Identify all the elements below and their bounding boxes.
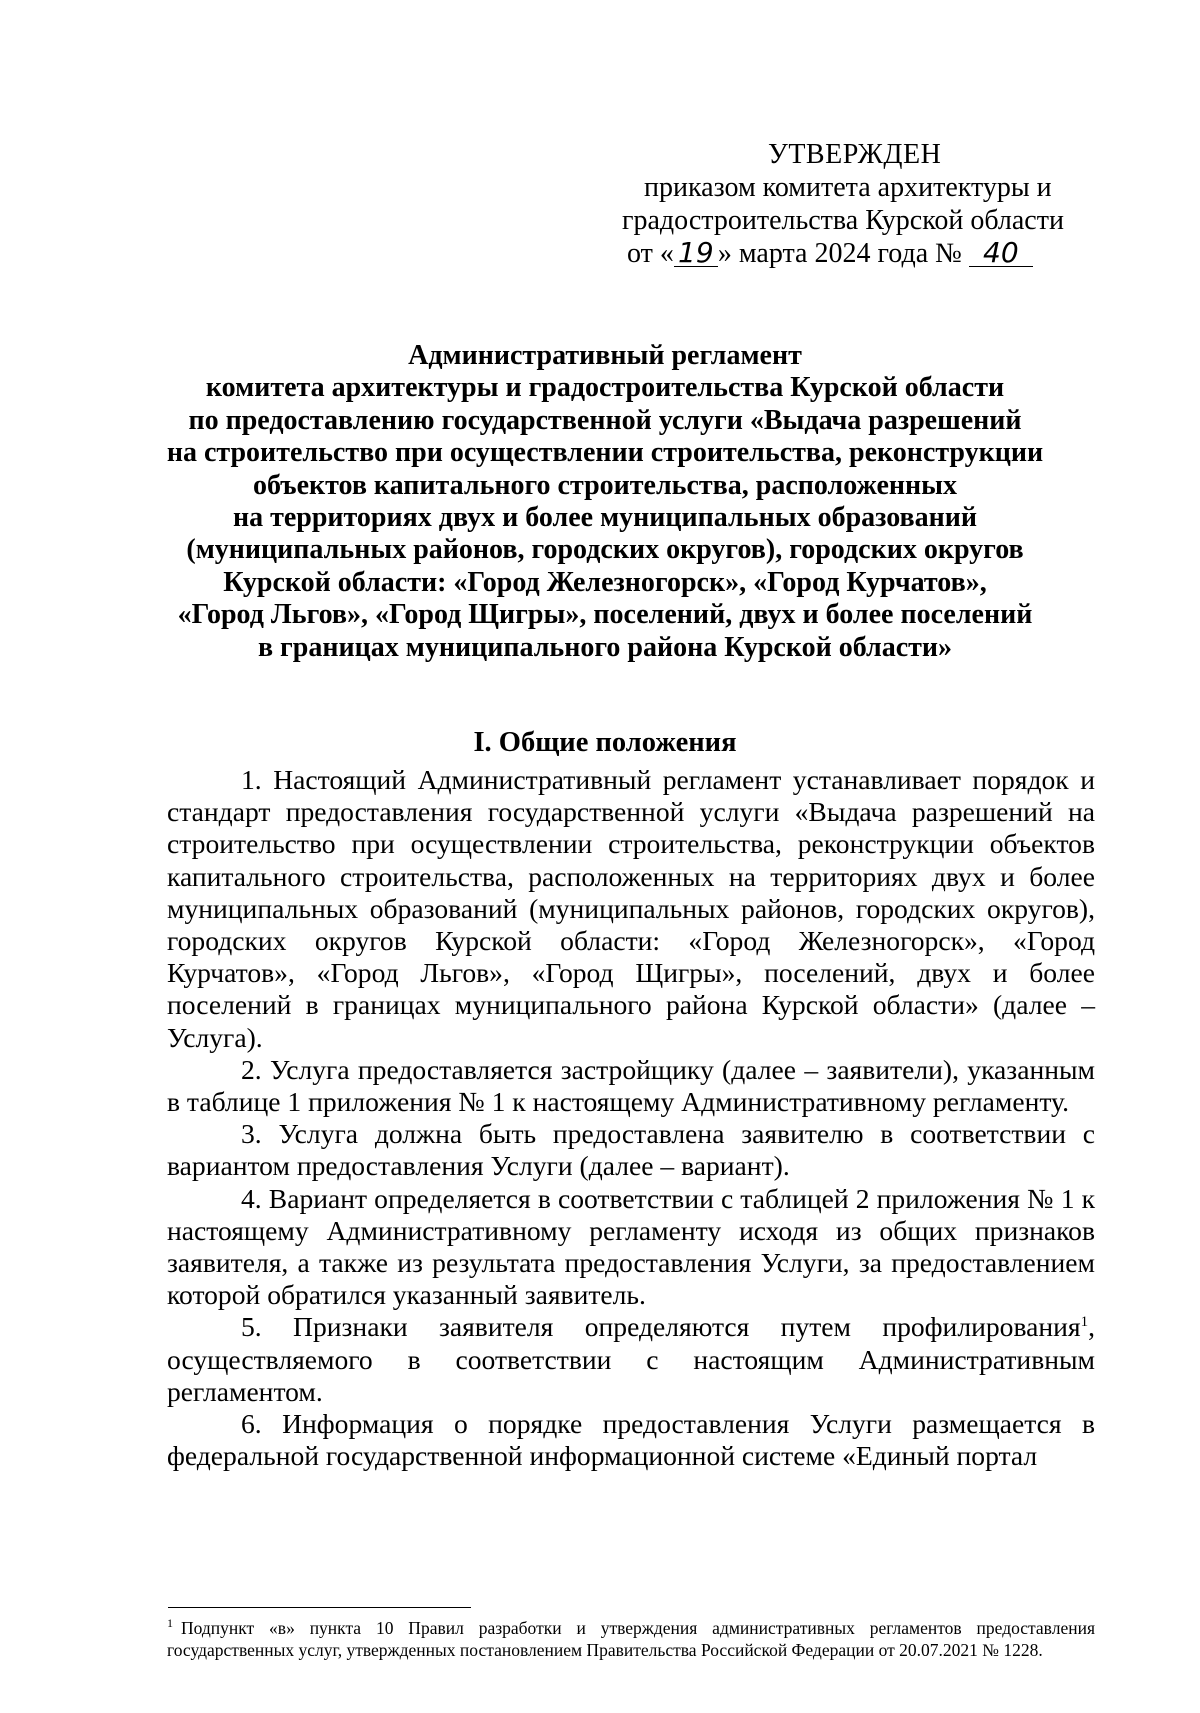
approval-block: [600, 138, 1100, 270]
approval-order-line: приказом комитета архитектуры и: [644, 172, 1052, 203]
title-line: Административный регламент: [408, 340, 802, 371]
approval-committee-line: градостроительства Курской области: [622, 205, 1064, 236]
document-body: [167, 764, 1095, 1472]
title-line: объектов капитального строительства, расположенных: [252, 469, 958, 501]
title-line: по предоставлению государственной услуги «Выдача разрешений: [188, 404, 1022, 436]
date-prefix: от «: [627, 238, 674, 269]
handwritten-order-number: 40: [969, 240, 1033, 267]
approval-stamp: УТВЕРЖДЕН: [768, 139, 942, 170]
paragraph-6: 6. Информация о порядке предоставления Услуги размещается в федеральной государственной информационной системе «Единый портал: [167, 1408, 1095, 1472]
title-line: «Город Льгов», «Город Щигры», поселений, двух и более поселений: [177, 599, 1033, 631]
paragraph-4: 4. Вариант определяется в соответствии с таблицей 2 приложения № 1 к настоящему Административному регламенту исходя из общих признаков заявителя, а также из результата предоставления Услуги, за предоставлением которой обратился указанный заявитель.: [167, 1182, 1095, 1311]
handwritten-day: 19: [674, 240, 718, 267]
title-line: на территориях двух и более муниципальных образований: [232, 502, 978, 534]
title-line: Курской области: «Город Железногорск», «Город Курчатов»,: [223, 566, 987, 598]
title-line: в границах муниципального района Курской области»: [257, 631, 953, 663]
title-line: комитета архитектуры и градостроительства Курской области: [205, 372, 1005, 404]
footnote: [167, 1612, 1095, 1661]
date-middle: » марта 2024 года №: [717, 238, 962, 269]
title-line: (муниципальных районов, городских округов), городских округов: [186, 534, 1024, 566]
approval-date-line: [600, 237, 1100, 270]
section-heading: I. Общие положения: [473, 727, 737, 758]
paragraph-1: 1. Настоящий Административный регламент устанавливает порядок и стандарт предоставления государственной услуги «Выдача разрешений на строительство при осуществлении строительства, реконструкции объектов капитального строительства, расположенных на территориях двух и более муниципальных образований (муниципальных районов, городских округов), городских округов Курской области: «Город Железногорск», «Город Курчатов», «Город Льгов», «Город Щигры», поселений, двух и более поселений в границах муниципального района Курской области» (далее – Услуга).: [167, 764, 1095, 1053]
document-title: [130, 340, 1080, 664]
title-line: на строительство при осуществлении строительства, реконструкции: [166, 437, 1044, 469]
paragraph-5-text: 5. Признаки заявителя определяются путем профилирования: [241, 1311, 1081, 1343]
footnote-reference: 1: [1080, 1314, 1089, 1331]
paragraph-5-tail: , осуществляемого в соответствии с настоящим Административным регламентом.: [167, 1311, 1095, 1407]
footnote-divider: [168, 1607, 471, 1608]
footnote-marker: 1: [167, 1616, 173, 1630]
paragraph-5: [167, 1311, 1095, 1408]
paragraph-3: 3. Услуга должна быть предоставлена заявителю в соответствии с вариантом предоставления Услуги (далее – вариант).: [167, 1118, 1095, 1182]
footnote-text: Подпункт «в» пункта 10 Правил разработки и утверждения административных регламентов предоставления государственных услуг, утвержденных постановлением Правительства Российской Федерации от 20.07.2021 № 1228.: [167, 1617, 1095, 1660]
paragraph-2: 2. Услуга предоставляется застройщику (далее – заявители), указанным в таблице 1 приложения № 1 к настоящему Административному регламенту.: [167, 1053, 1095, 1118]
